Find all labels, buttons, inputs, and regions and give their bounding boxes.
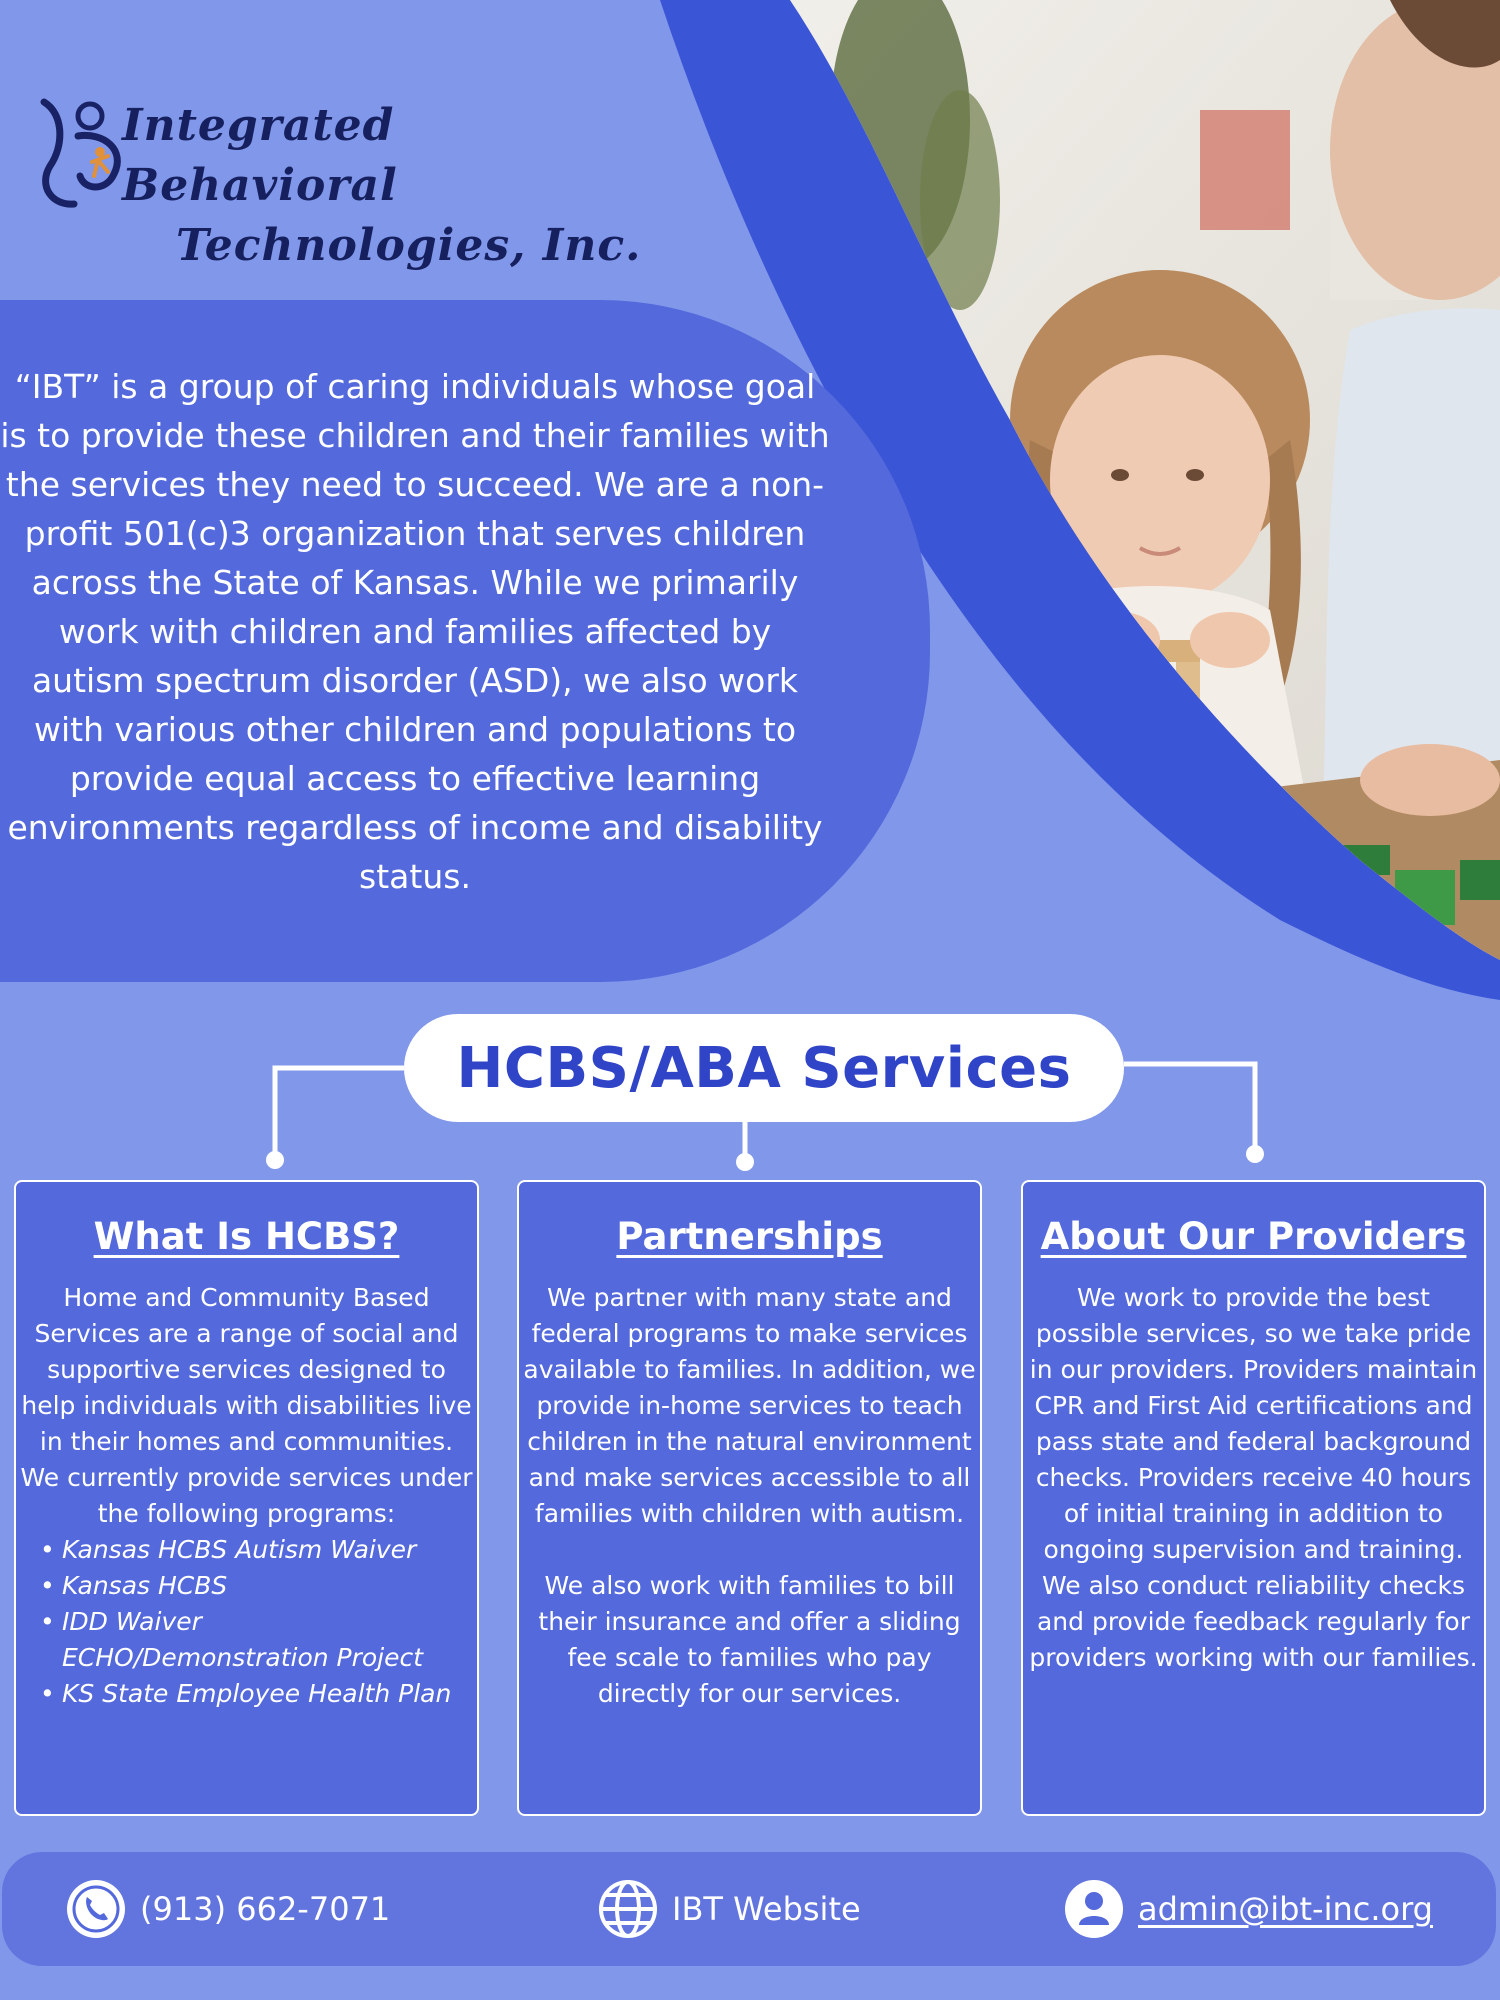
- section-title-pill: [404, 1014, 1124, 1122]
- card-paragraph: We partner with many state and federal programs to make services available to families. In addition, we provide in-home services to teach children in the natural environment and make services accessible to all families with children with autism.: [523, 1283, 976, 1528]
- contact-footer: [2, 1852, 1496, 1966]
- list-item: • KS State Employee Health Plan: [40, 1676, 473, 1712]
- card-paragraph: Home and Community Based Services are a range of social and supportive services designed to help individuals with disabilities live in their homes and communities.: [21, 1283, 472, 1456]
- programs-list: [20, 1532, 473, 1712]
- card-title: What Is HCBS?: [93, 1215, 400, 1258]
- connector-dot: [736, 1153, 754, 1171]
- phone-contact[interactable]: [66, 1878, 390, 1940]
- intro-text: “IBT” is a group of caring individuals whose goal is to provide these children and their families with the services they need to succeed. We are a non-profit 501(c)3 organization that serves children across the State of Kansas. While we primarily work with children and families affected by autism spectrum disorder (ASD), we also work with various other children and populations to provide equal access to effective learning environments regardless of income and disability status.: [0, 367, 830, 896]
- card-paragraph: We work to provide the best possible services, so we take pride in our providers. Providers maintain CPR and First Aid certifications and pass state and federal background checks. Providers receive 40 hours of initial training in addition to ongoing supervision and training. We also conduct reliability checks and provide feedback regularly for providers working with our families.: [1029, 1283, 1478, 1672]
- email-link[interactable]: [1064, 1878, 1433, 1940]
- company-name: [122, 96, 674, 276]
- website-label: IBT Website: [672, 1890, 861, 1928]
- card-partnerships: [517, 1180, 982, 1816]
- list-item: • Kansas HCBS: [40, 1568, 473, 1604]
- phone-icon: [66, 1879, 126, 1939]
- list-item: • Kansas HCBS Autism Waiver: [40, 1532, 473, 1568]
- connector-dot: [1246, 1145, 1264, 1163]
- card-paragraph: We currently provide services under the following programs:: [20, 1463, 473, 1528]
- website-link[interactable]: [598, 1878, 861, 1940]
- card-body: [519, 1280, 980, 1712]
- connector-dot: [266, 1151, 284, 1169]
- list-item: • IDD Waiver ECHO/Demonstration Project: [40, 1604, 473, 1676]
- company-name-line1: Integrated Behavioral: [122, 100, 398, 211]
- card-body: [16, 1280, 477, 1712]
- ibt-logo-mark: [34, 96, 134, 216]
- card-body: [1023, 1280, 1484, 1676]
- company-name-line2: Technologies, Inc.: [176, 220, 642, 271]
- card-what-is-hcbs: [14, 1180, 479, 1816]
- phone-number: (913) 662-7071: [140, 1890, 391, 1928]
- company-logo: [34, 96, 674, 271]
- card-title: Partnerships: [616, 1215, 883, 1258]
- card-about-providers: [1021, 1180, 1486, 1816]
- globe-icon: [598, 1879, 658, 1939]
- email-address: admin@ibt-inc.org: [1138, 1890, 1433, 1928]
- card-paragraph: We also work with families to bill their insurance and offer a sliding fee scale to families who pay directly for our services.: [538, 1571, 961, 1708]
- user-icon: [1064, 1879, 1124, 1939]
- section-title: HCBS/ABA Services: [456, 1035, 1072, 1101]
- card-title: About Our Providers: [1040, 1215, 1467, 1258]
